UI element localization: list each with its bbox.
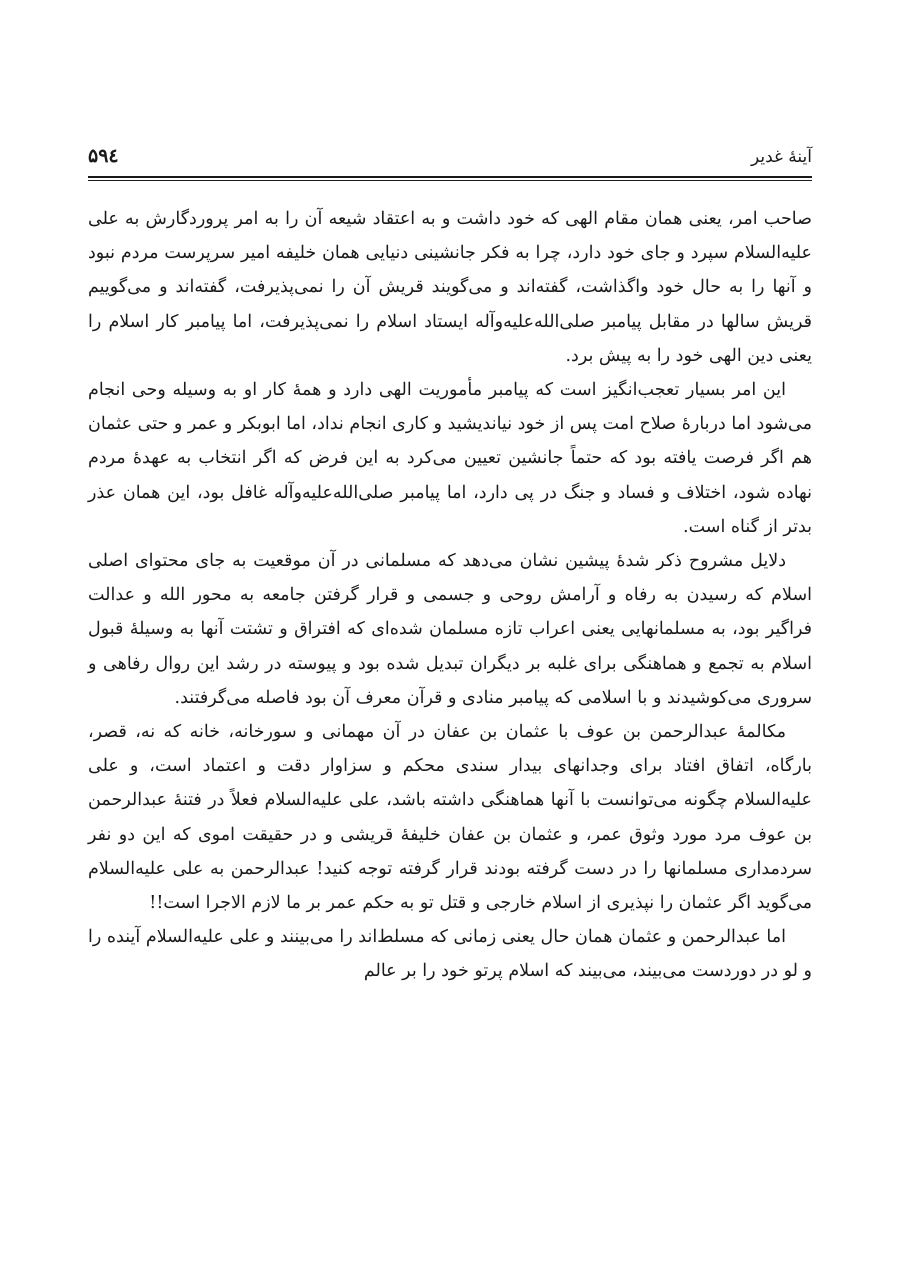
body-text (88, 202, 812, 989)
running-header (88, 138, 812, 178)
paragraph-3: دلایل مشروح ذکر شدهٔ پیشین نشان می‌دهد که مسلمانی در آن موقعیت به جای محتوای اصلی اسلام که رسیدن به رفاه و آرامش روحی و جسمی و قرار گرفتن جامعه به محور الله و عدالت فراگیر بود، به مسلمانهایی یعنی اعراب تازه مسلمان شده‌ای که افتراق و تشتت آنها به وسیلهٔ قبول اسلام به تجمع و هماهنگی برای غلبه بر دیگران تبدیل شده بود و پیوسته در رشد این روال رفاهی و سروری می‌کوشیدند و با اسلامی که پیامبر منادی و قرآن معرف آن بود فاصله می‌گرفتند. (88, 551, 812, 708)
book-title: آینهٔ غدیر (750, 147, 812, 167)
header-rule-thin (88, 180, 812, 181)
paragraph-1: صاحب امر، یعنی همان مقام الهی که خود داشت و به اعتقاد شیعه آن را به امر پروردگارش به علی علیه‌السلام سپرد و جای خود دارد، چرا به فکر جانشینی دنیایی همان خلیفه امیر سرپرست مردم نبود و آنها را به حال خود واگذاشت، گفته‌اند و می‌گویند قریش آن را نمی‌پذیرفت، گفته‌اند و می‌گوییم قریش سالها در مقابل پیامبر صلی‌الله‌علیه‌وآله ایستاد اسلام را نمی‌پذیرفت، اما پیامبر کار اسلام را یعنی دین الهی خود را به پیش برد. (88, 209, 812, 366)
page-number: ۵۹٤ (88, 145, 119, 167)
paragraph-5: اما عبدالرحمن و عثمان همان حال یعنی زمانی که مسلط‌اند را می‌بینند و علی علیه‌السلام آینده را و لو در دوردست می‌بیند، می‌بیند که اسلام پرتو خود را بر عالم (88, 927, 812, 982)
paragraph-2: این امر بسیار تعجب‌انگیز است که پیامبر مأموریت الهی دارد و همهٔ کار او به وسیله وحی انجام می‌شود اما دربارهٔ صلاح امت پس از خود نیاندیشید و کاری انجام نداد، اما ابوبکر و عمر و حتی عثمان هم اگر فرصت یافته بود که حتماً جانشین تعیین می‌کرد به این فرض که اگر انتخاب به عهدهٔ مردم نهاده شود، اختلاف و فساد و جنگ در پی دارد، اما پیامبر صلی‌الله‌علیه‌وآله غافل بود، این همان عذر بدتر از گناه است. (88, 380, 812, 537)
paragraph-4: مکالمهٔ عبدالرحمن بن عوف با عثمان بن عفان در آن مهمانی و سورخانه، خانه که نه، قصر، بارگاه، اتفاق افتاد برای وجدانهای بیدار سندی محکم و سزاوار دقت و اعتماد است، و علی علیه‌السلام چگونه می‌توانست با آنها هماهنگی داشته باشد، علی علیه‌السلام فعلاً در فتنهٔ عبدالرحمن بن عوف مرد مورد وثوق عمر، و عثمان بن عفان خلیفهٔ قریشی و در حقیقت اموی که این دو نفر سردمداری مسلمانها را در دست گرفته بودند قرار گرفته توجه کنید! عبدالرحمن به علی علیه‌السلام می‌گوید اگر عثمان را نپذیری از اسلام خارجی و قتل تو به حکم عمر بر ما لازم الاجرا است!! (88, 722, 812, 914)
header-rule-thick (88, 176, 812, 178)
